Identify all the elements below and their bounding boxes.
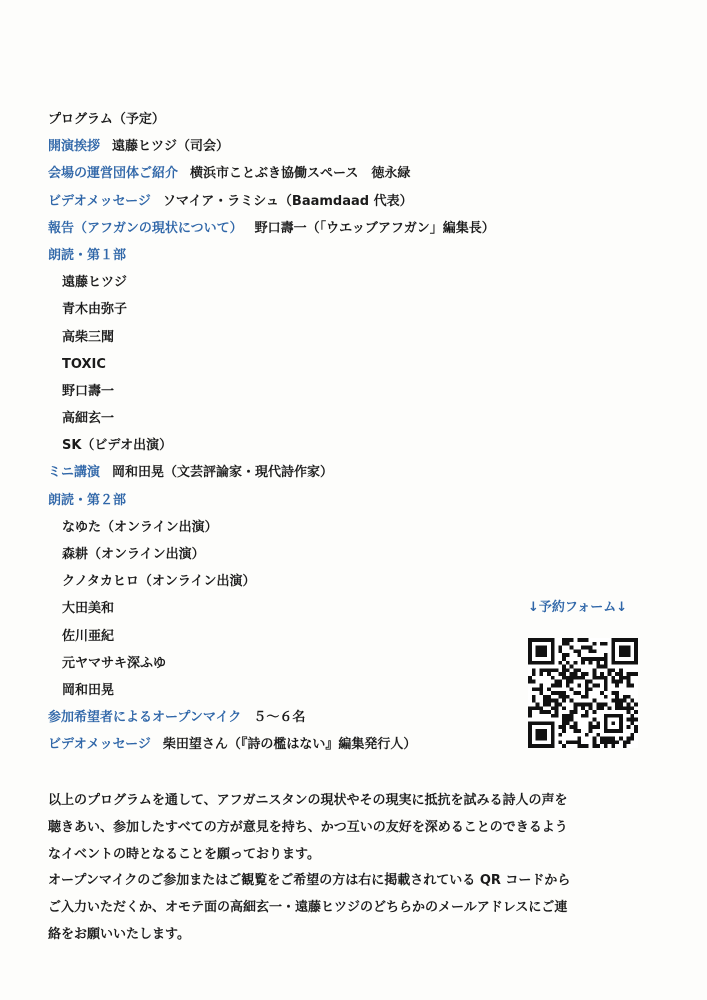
program-line-mini-lecture bbox=[48, 459, 648, 486]
program-label: ビデオメッセージ bbox=[48, 193, 151, 209]
program-line-reading-part-1 bbox=[48, 242, 648, 269]
program-performer: 高細玄一 bbox=[62, 411, 115, 427]
paragraph-line: なイベントの時となることを願っております。 bbox=[48, 846, 320, 862]
program-label: 開演挨拶 bbox=[48, 139, 101, 155]
program-performer: 岡和田晃 bbox=[62, 682, 115, 698]
program-performer: SK（ビデオ出演） bbox=[62, 438, 173, 454]
program-label: ビデオメッセージ bbox=[48, 737, 151, 753]
reservation-form-label: ↓予約フォーム↓ bbox=[528, 600, 628, 615]
program-label: 参加希望者によるオープンマイク bbox=[48, 710, 242, 726]
program-label: 会場の運営団体ご紹介 bbox=[48, 166, 179, 182]
program-performer: 佐川亜紀 bbox=[62, 628, 115, 644]
paragraph-line: 絡をお願いいたします。 bbox=[48, 926, 190, 942]
paragraph-line: 聴きあい、参加したすべての方が意見を持ち、かつ互いの友好を深めることのできるよう bbox=[48, 819, 568, 835]
program-label: 朗読・第１部 bbox=[48, 247, 127, 263]
qr-code-icon bbox=[528, 638, 638, 748]
program-performer: 遠藤ヒツジ bbox=[62, 275, 128, 291]
program-label: ミニ講演 bbox=[48, 465, 101, 481]
program-line-opening bbox=[48, 133, 648, 160]
description-paragraph bbox=[48, 788, 668, 949]
program-performer: 元ヤマサキ深ふゆ bbox=[62, 655, 167, 671]
qr-code[interactable] bbox=[528, 638, 638, 748]
paragraph-line: 以上のプログラムを通して、アフガニスタンの現状やその現実に抵抗を試みる詩人の声を bbox=[48, 793, 568, 808]
paragraph-line: オープンマイクのご参加またはご観覧をご希望の方は右に掲載されている QR コードから bbox=[48, 873, 571, 889]
program-value: 野口壽一（「ウエッブアフガン」編集長） bbox=[254, 220, 495, 236]
program-line-video-message-1 bbox=[48, 188, 648, 215]
program-value: ソマイア・ラミシュ（Baamdaad 代表） bbox=[162, 193, 413, 209]
program-value: 岡和田晃（文芸評論家・現代詩作家） bbox=[112, 465, 334, 481]
program-performer: 野口壽一 bbox=[62, 383, 115, 399]
paragraph-line: ご入力いただくか、オモテ面の高細玄一・遠藤ヒツジのどちらかのメールアドレスにご連 bbox=[48, 900, 568, 916]
program-label: 報告（アフガンの現状について） bbox=[48, 220, 243, 236]
program-performer: なゆた（オンライン出演） bbox=[62, 519, 218, 535]
program-value: ５～６名 bbox=[253, 710, 306, 726]
program-performer: 森耕（オンライン出演） bbox=[62, 547, 205, 562]
program-value: 横浜市ことぶき協働スペース 徳永緑 bbox=[190, 166, 411, 182]
program-value: 柴田望さん（『詩の檻はない』編集発行人） bbox=[162, 737, 417, 753]
program-performer: クノタカヒロ（オンライン出演） bbox=[62, 574, 256, 590]
program-performer: TOXIC bbox=[62, 356, 106, 372]
program-performer: 高柴三聞 bbox=[62, 329, 115, 345]
program-line-venue bbox=[48, 160, 648, 187]
program-line-reading-part-2 bbox=[48, 487, 648, 514]
program-line-report bbox=[48, 215, 648, 242]
program-label: 朗読・第２部 bbox=[48, 492, 127, 508]
program-performer: 大田美和 bbox=[62, 601, 115, 617]
program-value: 遠藤ヒツジ（司会） bbox=[112, 139, 230, 155]
program-heading: プログラム（予定） bbox=[48, 112, 165, 127]
program-performer: 青木由弥子 bbox=[62, 302, 128, 318]
